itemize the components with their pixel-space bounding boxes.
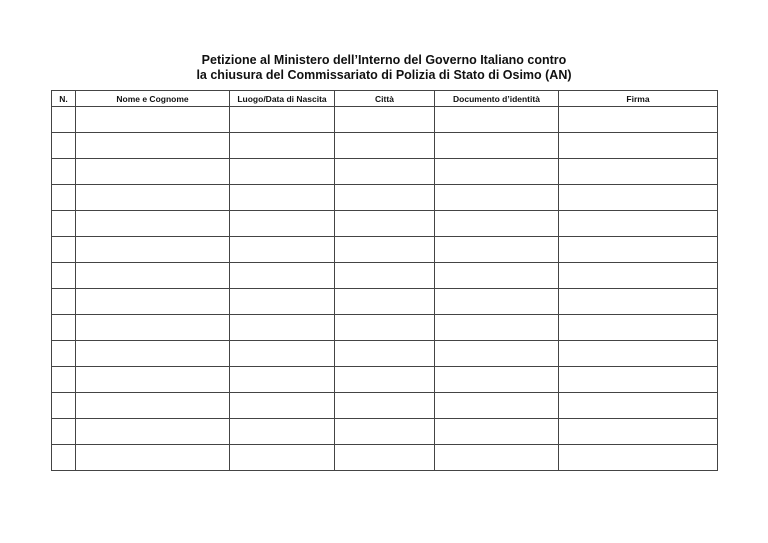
cell-signature	[559, 393, 718, 419]
cell-id-document	[435, 367, 559, 393]
title-line-2: la chiusura del Commissariato di Polizia di Stato di Osimo (AN)	[196, 68, 572, 82]
cell-birth-place-date	[230, 159, 335, 185]
cell-id-document	[435, 237, 559, 263]
petition-title	[0, 53, 768, 83]
table-row	[52, 237, 718, 263]
cell-signature	[559, 211, 718, 237]
cell-name	[76, 367, 230, 393]
cell-signature	[559, 445, 718, 471]
table-row	[52, 185, 718, 211]
cell-signature	[559, 237, 718, 263]
cell-city	[335, 393, 435, 419]
table-row	[52, 419, 718, 445]
cell-city	[335, 419, 435, 445]
cell-birth-place-date	[230, 289, 335, 315]
signature-table	[51, 90, 718, 471]
cell-city	[335, 367, 435, 393]
cell-birth-place-date	[230, 185, 335, 211]
signature-rows	[52, 107, 718, 471]
cell-id-document	[435, 289, 559, 315]
cell-number	[52, 237, 76, 263]
table-row	[52, 133, 718, 159]
cell-birth-place-date	[230, 263, 335, 289]
cell-id-document	[435, 159, 559, 185]
cell-name	[76, 289, 230, 315]
table-row	[52, 263, 718, 289]
cell-city	[335, 185, 435, 211]
cell-city	[335, 289, 435, 315]
cell-number	[52, 341, 76, 367]
cell-birth-place-date	[230, 237, 335, 263]
cell-id-document	[435, 315, 559, 341]
cell-number	[52, 159, 76, 185]
cell-signature	[559, 133, 718, 159]
cell-signature	[559, 107, 718, 133]
header-birth-place-date: Luogo/Data di Nascita	[230, 91, 335, 107]
cell-number	[52, 393, 76, 419]
table-row	[52, 159, 718, 185]
cell-city	[335, 315, 435, 341]
table-row	[52, 445, 718, 471]
cell-number	[52, 289, 76, 315]
cell-city	[335, 445, 435, 471]
header-signature: Firma	[559, 91, 718, 107]
cell-birth-place-date	[230, 341, 335, 367]
cell-id-document	[435, 445, 559, 471]
cell-name	[76, 237, 230, 263]
cell-number	[52, 263, 76, 289]
cell-number	[52, 315, 76, 341]
table-row	[52, 289, 718, 315]
cell-name	[76, 445, 230, 471]
cell-number	[52, 211, 76, 237]
cell-id-document	[435, 263, 559, 289]
table-row	[52, 393, 718, 419]
cell-signature	[559, 419, 718, 445]
cell-name	[76, 133, 230, 159]
cell-name	[76, 107, 230, 133]
cell-id-document	[435, 185, 559, 211]
cell-number	[52, 419, 76, 445]
cell-number	[52, 445, 76, 471]
cell-birth-place-date	[230, 367, 335, 393]
cell-birth-place-date	[230, 419, 335, 445]
cell-number	[52, 107, 76, 133]
cell-name	[76, 315, 230, 341]
cell-name	[76, 159, 230, 185]
cell-name	[76, 185, 230, 211]
cell-city	[335, 341, 435, 367]
cell-signature	[559, 185, 718, 211]
cell-birth-place-date	[230, 445, 335, 471]
cell-signature	[559, 367, 718, 393]
cell-number	[52, 185, 76, 211]
cell-birth-place-date	[230, 211, 335, 237]
cell-city	[335, 237, 435, 263]
header-row	[52, 91, 718, 107]
header-name: Nome e Cognome	[76, 91, 230, 107]
header-number: N.	[52, 91, 76, 107]
table-row	[52, 341, 718, 367]
cell-birth-place-date	[230, 315, 335, 341]
cell-city	[335, 133, 435, 159]
cell-id-document	[435, 211, 559, 237]
cell-birth-place-date	[230, 133, 335, 159]
cell-name	[76, 211, 230, 237]
table-row	[52, 367, 718, 393]
table-row	[52, 107, 718, 133]
cell-id-document	[435, 419, 559, 445]
header-city: Città	[335, 91, 435, 107]
cell-city	[335, 263, 435, 289]
cell-signature	[559, 289, 718, 315]
cell-number	[52, 367, 76, 393]
cell-signature	[559, 315, 718, 341]
header-id-document: Documento d’identità	[435, 91, 559, 107]
cell-signature	[559, 159, 718, 185]
table-row	[52, 211, 718, 237]
cell-id-document	[435, 133, 559, 159]
table-row	[52, 315, 718, 341]
cell-number	[52, 133, 76, 159]
cell-id-document	[435, 393, 559, 419]
cell-name	[76, 341, 230, 367]
cell-name	[76, 263, 230, 289]
cell-city	[335, 159, 435, 185]
cell-birth-place-date	[230, 393, 335, 419]
cell-birth-place-date	[230, 107, 335, 133]
cell-city	[335, 211, 435, 237]
title-line-1: Petizione al Ministero dell’Interno del Governo Italiano contro	[201, 53, 567, 67]
cell-name	[76, 419, 230, 445]
cell-city	[335, 107, 435, 133]
cell-id-document	[435, 107, 559, 133]
cell-signature	[559, 341, 718, 367]
cell-name	[76, 393, 230, 419]
cell-id-document	[435, 341, 559, 367]
cell-signature	[559, 263, 718, 289]
